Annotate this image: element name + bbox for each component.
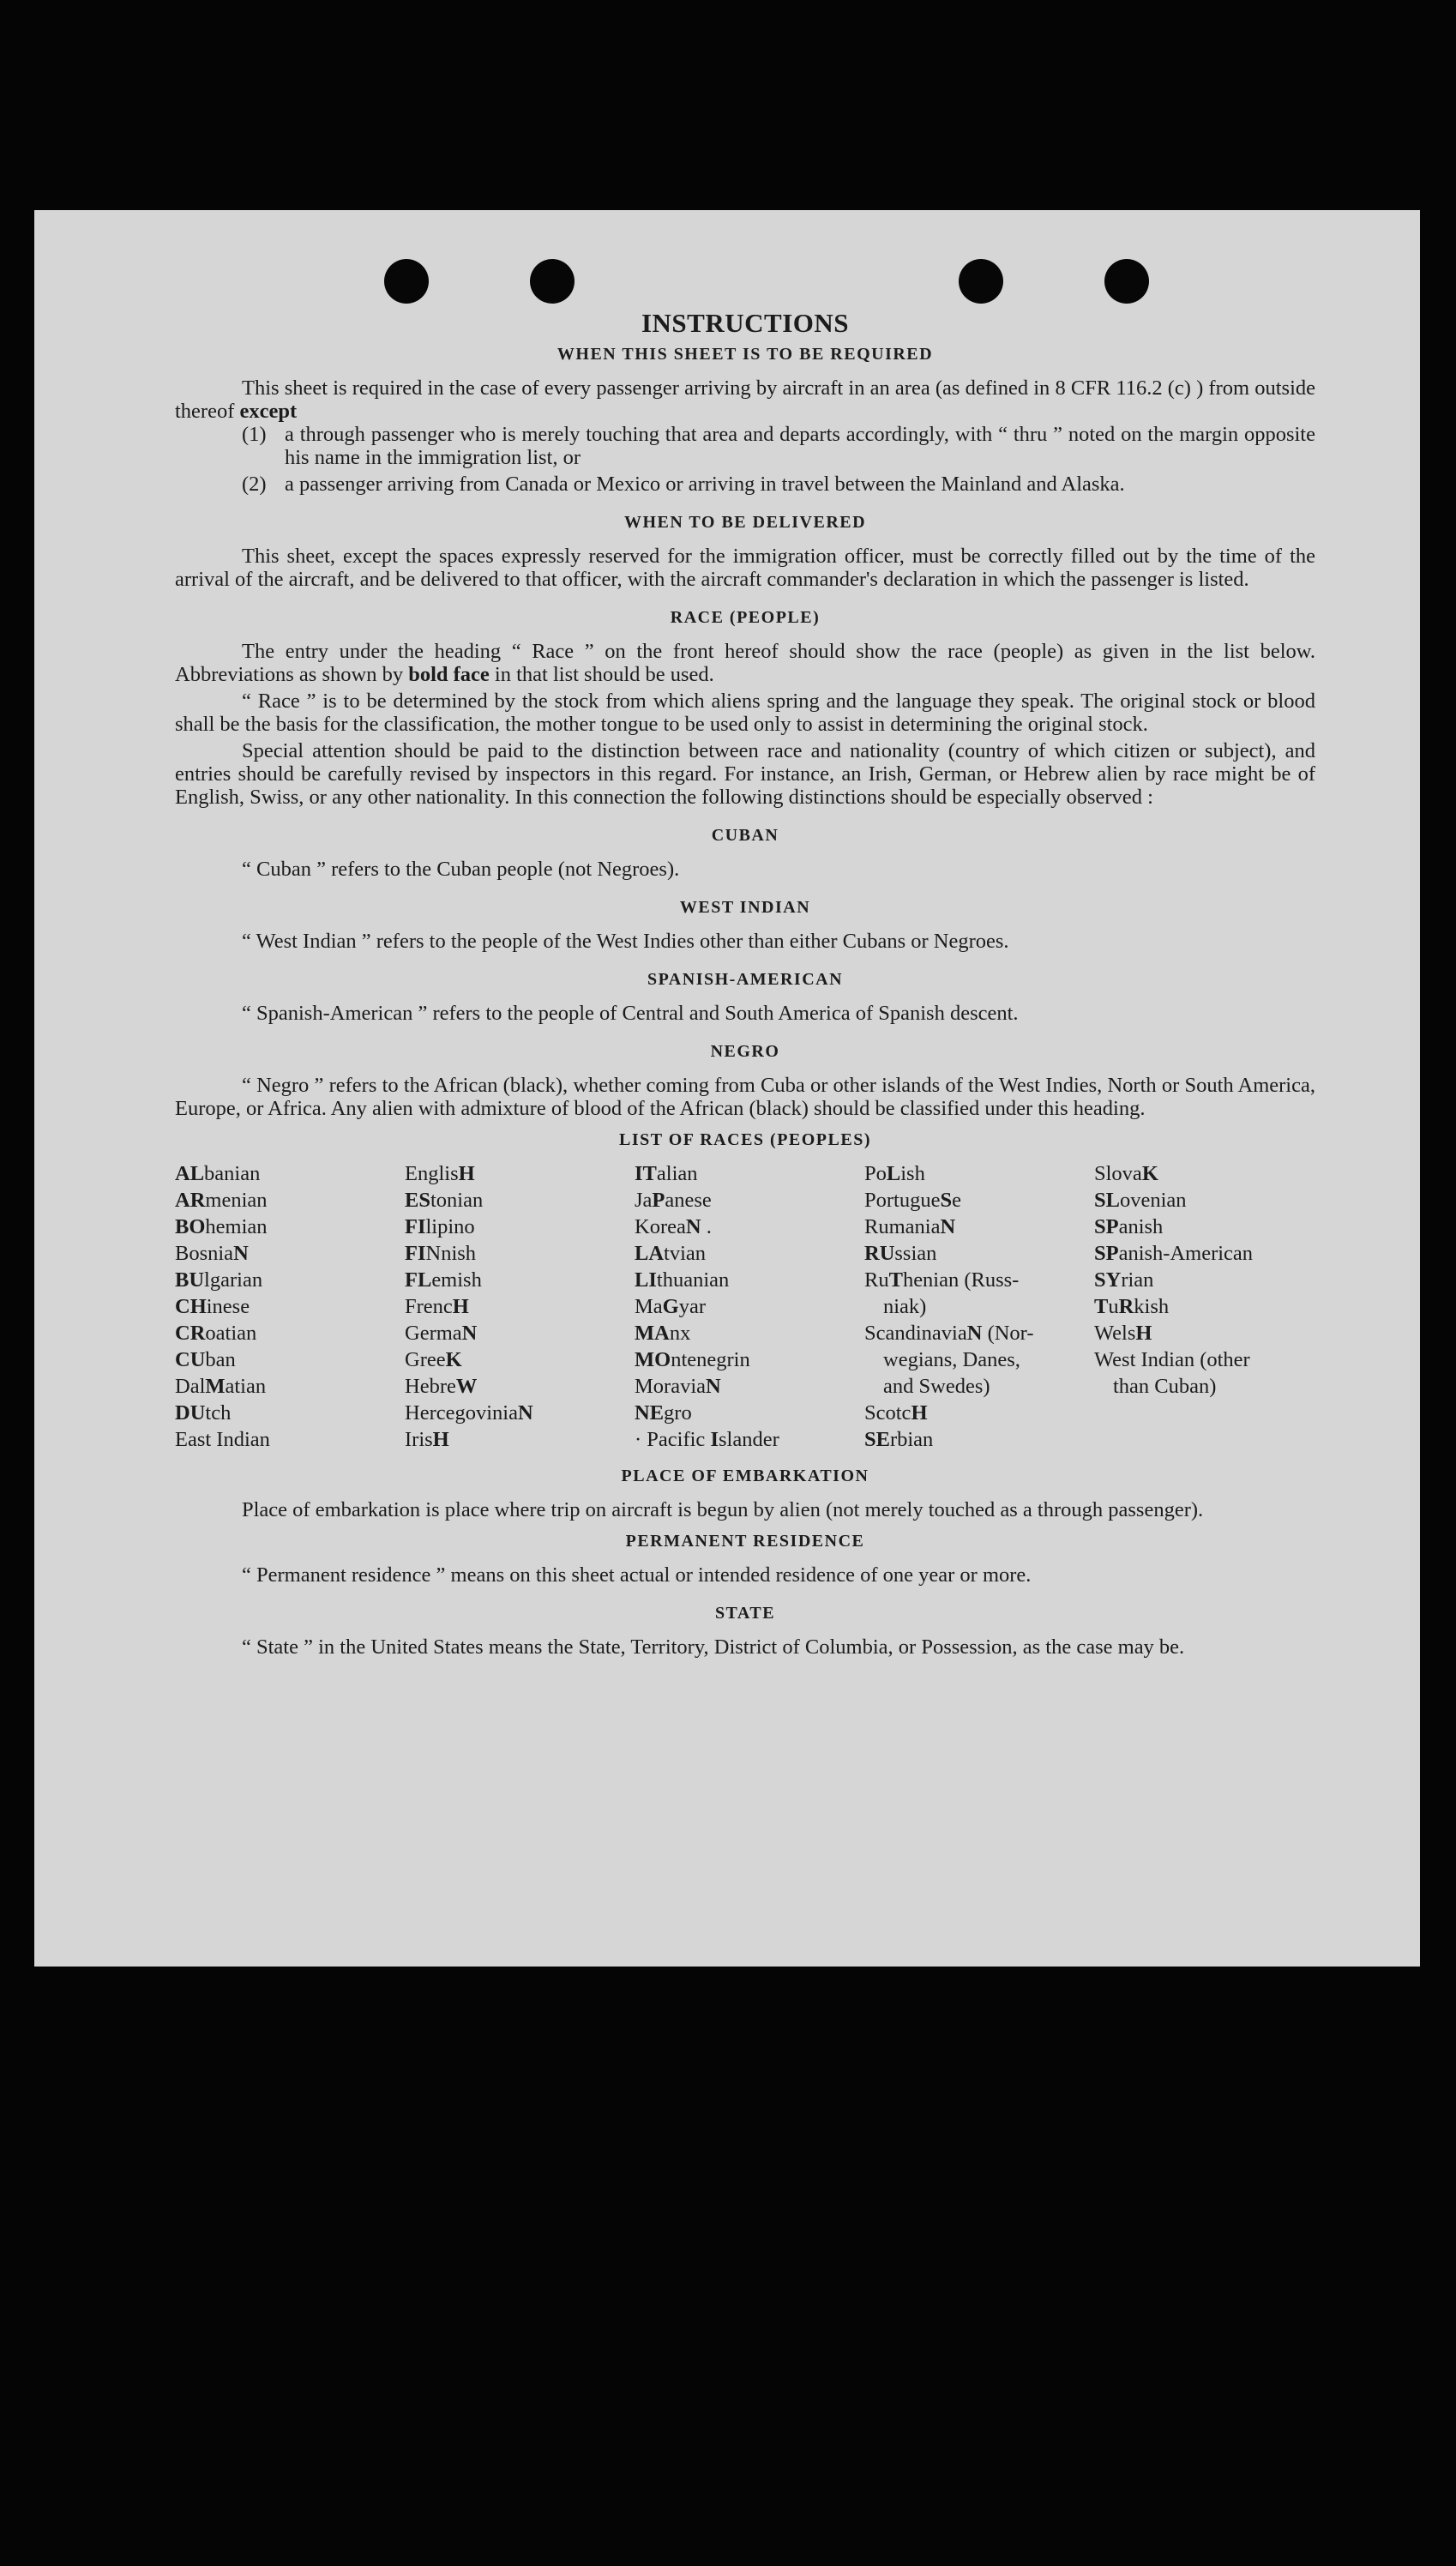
heading-list-of-races: LIST OF RACES (PEOPLES) [618,1130,871,1149]
heading-race: RACE (PEOPLE) [670,608,821,627]
race-entry: PoLish [864,1162,925,1185]
race-entry: East Indian [175,1428,270,1451]
race-entry: SPanish [1094,1215,1164,1238]
race-entry: GermaN [405,1322,478,1345]
race-column [864,1160,1094,1453]
race-entry: SPanish-American [1094,1242,1254,1265]
race-entry: CRoatian [175,1322,257,1345]
race-entry: MoraviaN [635,1375,721,1398]
race-entry: KoreaN . [635,1215,712,1238]
race-entry: CUban [175,1348,236,1371]
instructions-content [175,308,1315,1659]
race-entry: JaPanese [635,1189,712,1212]
race-entry: SlovaK [1094,1162,1158,1185]
race-entry: MaGyar [635,1295,707,1318]
race-entry: LIthuanian [635,1268,730,1292]
race-column [1094,1160,1324,1453]
race-entry: ScotcH [864,1401,928,1425]
race-entry: FLemish [405,1268,482,1292]
required-intro: This sheet is required in the case of every passenger arriving by aircraft in an area (as defined in 8 CFR 116.2 (c) ) from outside thereof except [175,376,1315,423]
race-paragraph-2: “ Race ” is to be determined by the stock from which aliens spring and the language they speak. The original stock or blood shall be the basis for the classification, the mother tongue to be used only to assist in determining the original stock. [175,690,1315,736]
race-entry: ARmenian [175,1189,268,1212]
race-entry: BUlgarian [175,1268,263,1292]
race-entry: and Swedes) [883,1375,990,1398]
heading-cuban: CUBAN [711,826,779,845]
page-title: INSTRUCTIONS [641,308,849,338]
cuban-text: “ Cuban ” refers to the Cuban people (not Negroes). [242,858,680,881]
list-item: (2) a passenger arriving from Canada or Mexico or arriving in travel between the Mainland and Alaska. [242,473,1125,496]
heading-west-indian: WEST INDIAN [679,898,811,917]
punch-hole [530,259,575,304]
race-entry: FIlipino [405,1215,475,1238]
race-entry: NEgro [635,1401,692,1425]
race-column [175,1160,405,1453]
delivered-text: This sheet, except the spaces expressly reserved for the immigration officer, must be correctly filled out by the time of the arrival of the aircraft, and be delivered to that officer, with the aircraft commander's declaration in which the passenger is listed. [175,545,1315,591]
west-indian-text: “ West Indian ” refers to the people of the West Indies other than either Cubans or Negroes. [242,930,1009,953]
race-entry: CHinese [175,1295,250,1318]
race-entry: ALbanian [175,1162,261,1185]
state-text: “ State ” in the United States means the State, Territory, District of Columbia, or Possession, as the case may be. [242,1635,1185,1659]
race-entry: TuRkish [1094,1295,1170,1318]
race-entry: niak) [883,1295,927,1318]
race-entry: BOhemian [175,1215,268,1238]
punch-hole [959,259,1003,304]
race-entry: ScandinaviaN (Nor- [864,1322,1034,1345]
negro-text: “ Negro ” refers to the African (black), whether coming from Cuba or other islands of the West Indies, North or South America, Europe, or Africa. Any alien with admixture of blood of the African (black) should be classified under this heading. [175,1074,1315,1120]
race-entry: RuThenian (Russ- [864,1268,1020,1292]
punch-hole [1104,259,1149,304]
residence-text: “ Permanent residence ” means on this sheet actual or intended residence of one year or more. [242,1563,1032,1587]
punch-hole [384,259,429,304]
race-entry: MAnx [635,1322,691,1345]
race-entry: DalMatian [175,1375,267,1398]
heading-embarkation: PLACE OF EMBARKATION [621,1467,869,1485]
race-entry: FrencH [405,1295,469,1318]
race-entry: IrisH [405,1428,449,1451]
heading-required: WHEN THIS SHEET IS TO BE REQUIRED [557,345,934,364]
heading-delivered: WHEN TO BE DELIVERED [623,513,867,532]
race-entry: SErbian [864,1428,934,1451]
race-entry: PortugueSe [864,1189,961,1212]
heading-residence: PERMANENT RESIDENCE [625,1532,865,1551]
race-entry: wegians, Danes, [883,1348,1020,1371]
race-entry: EnglisH [405,1162,475,1185]
race-entry: West Indian (other [1094,1348,1250,1371]
document-page [34,210,1420,1967]
exception-list [242,423,1315,496]
race-entry: MOntenegrin [635,1348,750,1371]
race-entry: than Cuban) [1113,1375,1217,1398]
race-entry: RumaniaN [864,1215,956,1238]
races-table [175,1160,1315,1453]
race-entry: EStonian [405,1189,484,1212]
race-entry: HebreW [405,1375,478,1398]
race-entry: SLovenian [1094,1189,1187,1212]
race-paragraph-1: The entry under the heading “ Race ” on the front hereof should show the race (people) as given in the list below. Abbreviations as shown by bold face in that list should be used. [175,640,1315,686]
race-entry: DUtch [175,1401,232,1425]
race-entry: SYrian [1094,1268,1154,1292]
heading-state: STATE [714,1604,776,1623]
heading-spanish-american: SPANISH-AMERICAN [647,970,844,989]
race-paragraph-3: Special attention should be paid to the distinction between race and nationality (country of which citizen or subject), and entries should be carefully revised by inspectors in this regard. For instance, an Irish, German, or Hebrew alien by race might be of English, Swiss, or any other nationality. In this connection the following distinctions should be especially observed : [175,739,1315,809]
race-entry: WelsH [1094,1322,1152,1345]
race-entry: HercegoviniaN [405,1401,533,1425]
race-column [635,1160,864,1453]
race-entry: RUssian [864,1242,937,1265]
race-entry: GreeK [405,1348,462,1371]
spanish-american-text: “ Spanish-American ” refers to the people of Central and South America of Spanish descent. [242,1002,1019,1025]
race-entry: LAtvian [635,1242,707,1265]
heading-negro: NEGRO [710,1042,780,1061]
race-column [405,1160,635,1453]
race-entry: ITalian [635,1162,698,1185]
list-item: (1) a through passenger who is merely touching that area and departs accordingly, with “ thru ” noted on the margin opposite his name in the immigration list, or [242,423,1315,469]
race-entry: · Pacific Islander [635,1428,779,1451]
race-entry: FINnish [405,1242,477,1265]
race-entry: BosniaN [175,1242,249,1265]
embarkation-text: Place of embarkation is place where trip on aircraft is begun by alien (not merely touched as a through passenger). [242,1498,1204,1521]
